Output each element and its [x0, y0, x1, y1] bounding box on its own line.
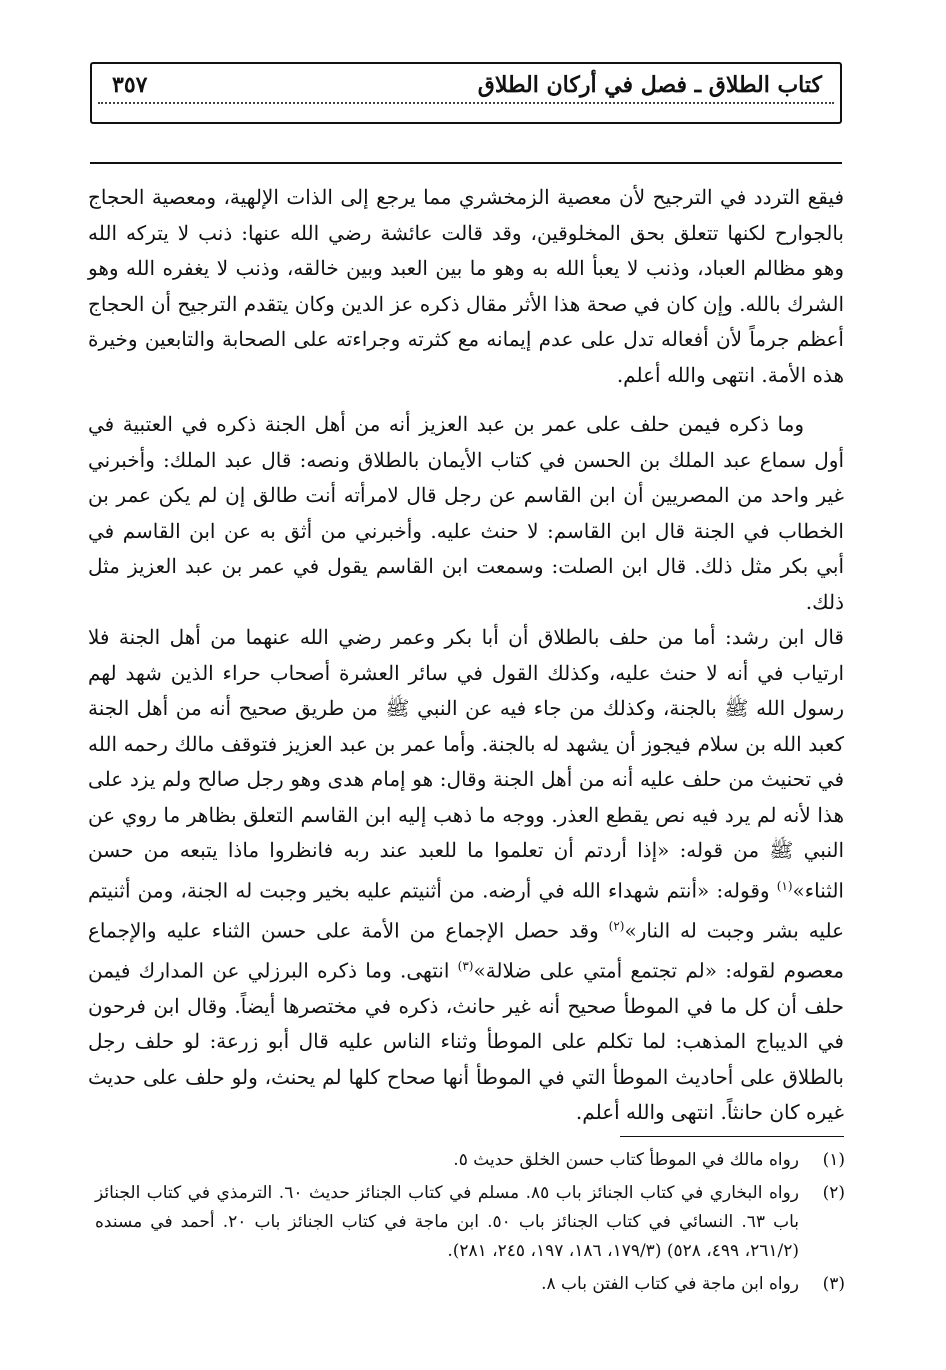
paragraph-3-text-b: وقوله: «أنتم شهداء الله في أرضه. من أثنيتم عليه بخير وجبت له الجنة، ومن أثنيتم عليه بشر وجبت له النار» [88, 878, 845, 943]
paragraph-2-text: وما ذكره فيمن حلف على عمر بن عبد العزيز أنه من أهل الجنة ذكره في العتبية في أول سماع عبد الملك بن الحسن في كتاب الأيمان بالطلاق ونصه: قال عبد الملك: وأخبرني غير واحد من المصريين أن ابن القاسم عن رجل قال لامرأته أنت طالق إن لم يكن عمر بن الخطاب في الجنة قال ابن القاسم: لا حنث عليه. وأخبرني من أثق به عن ابن القاسم في أبي بكر مثل ذلك. قال ابن الصلت: وسمعت ابن القاسم يقول في عمر بن عبد العزيز مثل ذلك. [88, 412, 845, 614]
paragraph-1-text: فيقع التردد في الترجيح لأن معصية الزمخشري مما يرجع إلى الذات الإلهية، ومعصية الحجاج بالجوارح لكنها تتعلق بحق المخلوقين، وقد قالت عائشة رضي الله عنها: ذنب لا يتركه الله وهو مظالم العباد، وذنب لا يعبأ الله به وهو ما بين العبد وبين خالقه، وذنب لا يغفره الله وهو الشرك بالله. وإن كان في صحة هذا الأثر مقال ذكره عز الدين وكان يتقدم الترجيح أن الحجاج أعظم جرماً لأن أفعاله تدل على عدم إيمانه مع كثرته وجراءته على الصحابة والتابعين وخيرة هذه الأمة. انتهى والله أعلم. [87, 185, 844, 387]
paragraph-3-text-a: قال ابن رشد: أما من حلف بالطلاق أن أبا بكر وعمر رضي الله عنهما من أهل الجنة فلا ارتياب في أنه لا حنث عليه، وكذلك القول في سائر العشرة أصحاب حراء الذين شهد لهم رسول الله ﷺ بالجنة، وكذلك من جاء فيه عن النبي ﷺ من طريق صحيح أنه من أهل الجنة كعبد الله بن سلام فيجوز أن يشهد له بالجنة. وأما عمر بن عبد العزيز فتوقف مالك رحمه الله في تحنيث من حلف عليه أنه من أهل الجنة وقال: هو إمام هدى وهو رجل صالح ولم يزد على هذا لأنه لم يرد فيه نص يقطع العذر. ووجه ما ذهب إليه ابن القاسم التعلق بظاهر ما روي عن النبي ﷺ من قوله: «إذا أردتم أن تعلموا ما للعبد عند ربه فانظروا ماذا يتبعه من حسن الثناء» [88, 625, 845, 903]
footnote-item [95, 1179, 845, 1266]
footnote-text: رواه البخاري في كتاب الجنائز باب ٨٥. مسلم في كتاب الجنائز حديث ٦٠. الترمذي في كتاب الجنائز باب ٦٣. النسائي في كتاب الجنائز باب ٥٠. ابن ماجة في كتاب الجنائز باب ٢٠. أحمد في مسنده (٢٦١/٢، ٤٩٩، ٥٢٨) (١٧٩/٣، ١٨٦، ١٩٧، ٢٤٥، ٢٨١). [95, 1183, 799, 1261]
paragraph-2 [88, 407, 844, 620]
footnote-separator [620, 1136, 844, 1137]
paragraph-3 [88, 620, 844, 1131]
footnote-number: (٢) [822, 1183, 845, 1203]
footnote-number: (٣) [822, 1274, 845, 1294]
footnote-ref-3[interactable]: (٣) [457, 958, 474, 973]
dotted-separator [98, 100, 834, 104]
footnote-text: رواه مالك في الموطأ كتاب حسن الخلق حديث ٥. [453, 1150, 799, 1170]
footnote-ref-2[interactable]: (٢) [608, 918, 625, 933]
paragraph-1 [88, 180, 844, 393]
paragraph-3-text-d: انتهى. وما ذكره البرزلي عن المدارك فيمن حلف أن كل ما في الموطأ صحيح أنه غير حانث، ذكره في مختصرها أيضاً. وقال ابن فرحون في الديباج المذهب: لما تكلم على الموطأ وثناء الناس عليه قال أبو زرعة: لو حلف رجل بالطلاق على أحاديث الموطأ التي في الموطأ أنها صحاح كلها لم يحنث، ولو حلف على حديث غيره كان حانثاً. انتهى والله أعلم. [88, 958, 844, 1125]
footnote-text: رواه ابن ماجة في كتاب الفتن باب ٨. [541, 1274, 799, 1294]
chapter-title: كتاب الطلاق ـ فصل في أركان الطلاق [477, 72, 822, 98]
footnote-number: (١) [822, 1150, 845, 1170]
header-rule [90, 162, 842, 164]
paragraph-3-text-c: وقد حصل الإجماع من الأمة على حسن الثناء عليه والإجماع معصوم لقوله: «لم تجتمع أمتي على ضلالة» [88, 918, 844, 983]
footnotes [95, 1146, 845, 1303]
footnote-item [95, 1146, 845, 1175]
running-header [90, 62, 842, 124]
page-number: ٣٥٧ [112, 72, 148, 98]
footnote-ref-1[interactable]: (١) [776, 878, 793, 893]
main-text [88, 180, 844, 1131]
footnote-item [95, 1270, 845, 1299]
